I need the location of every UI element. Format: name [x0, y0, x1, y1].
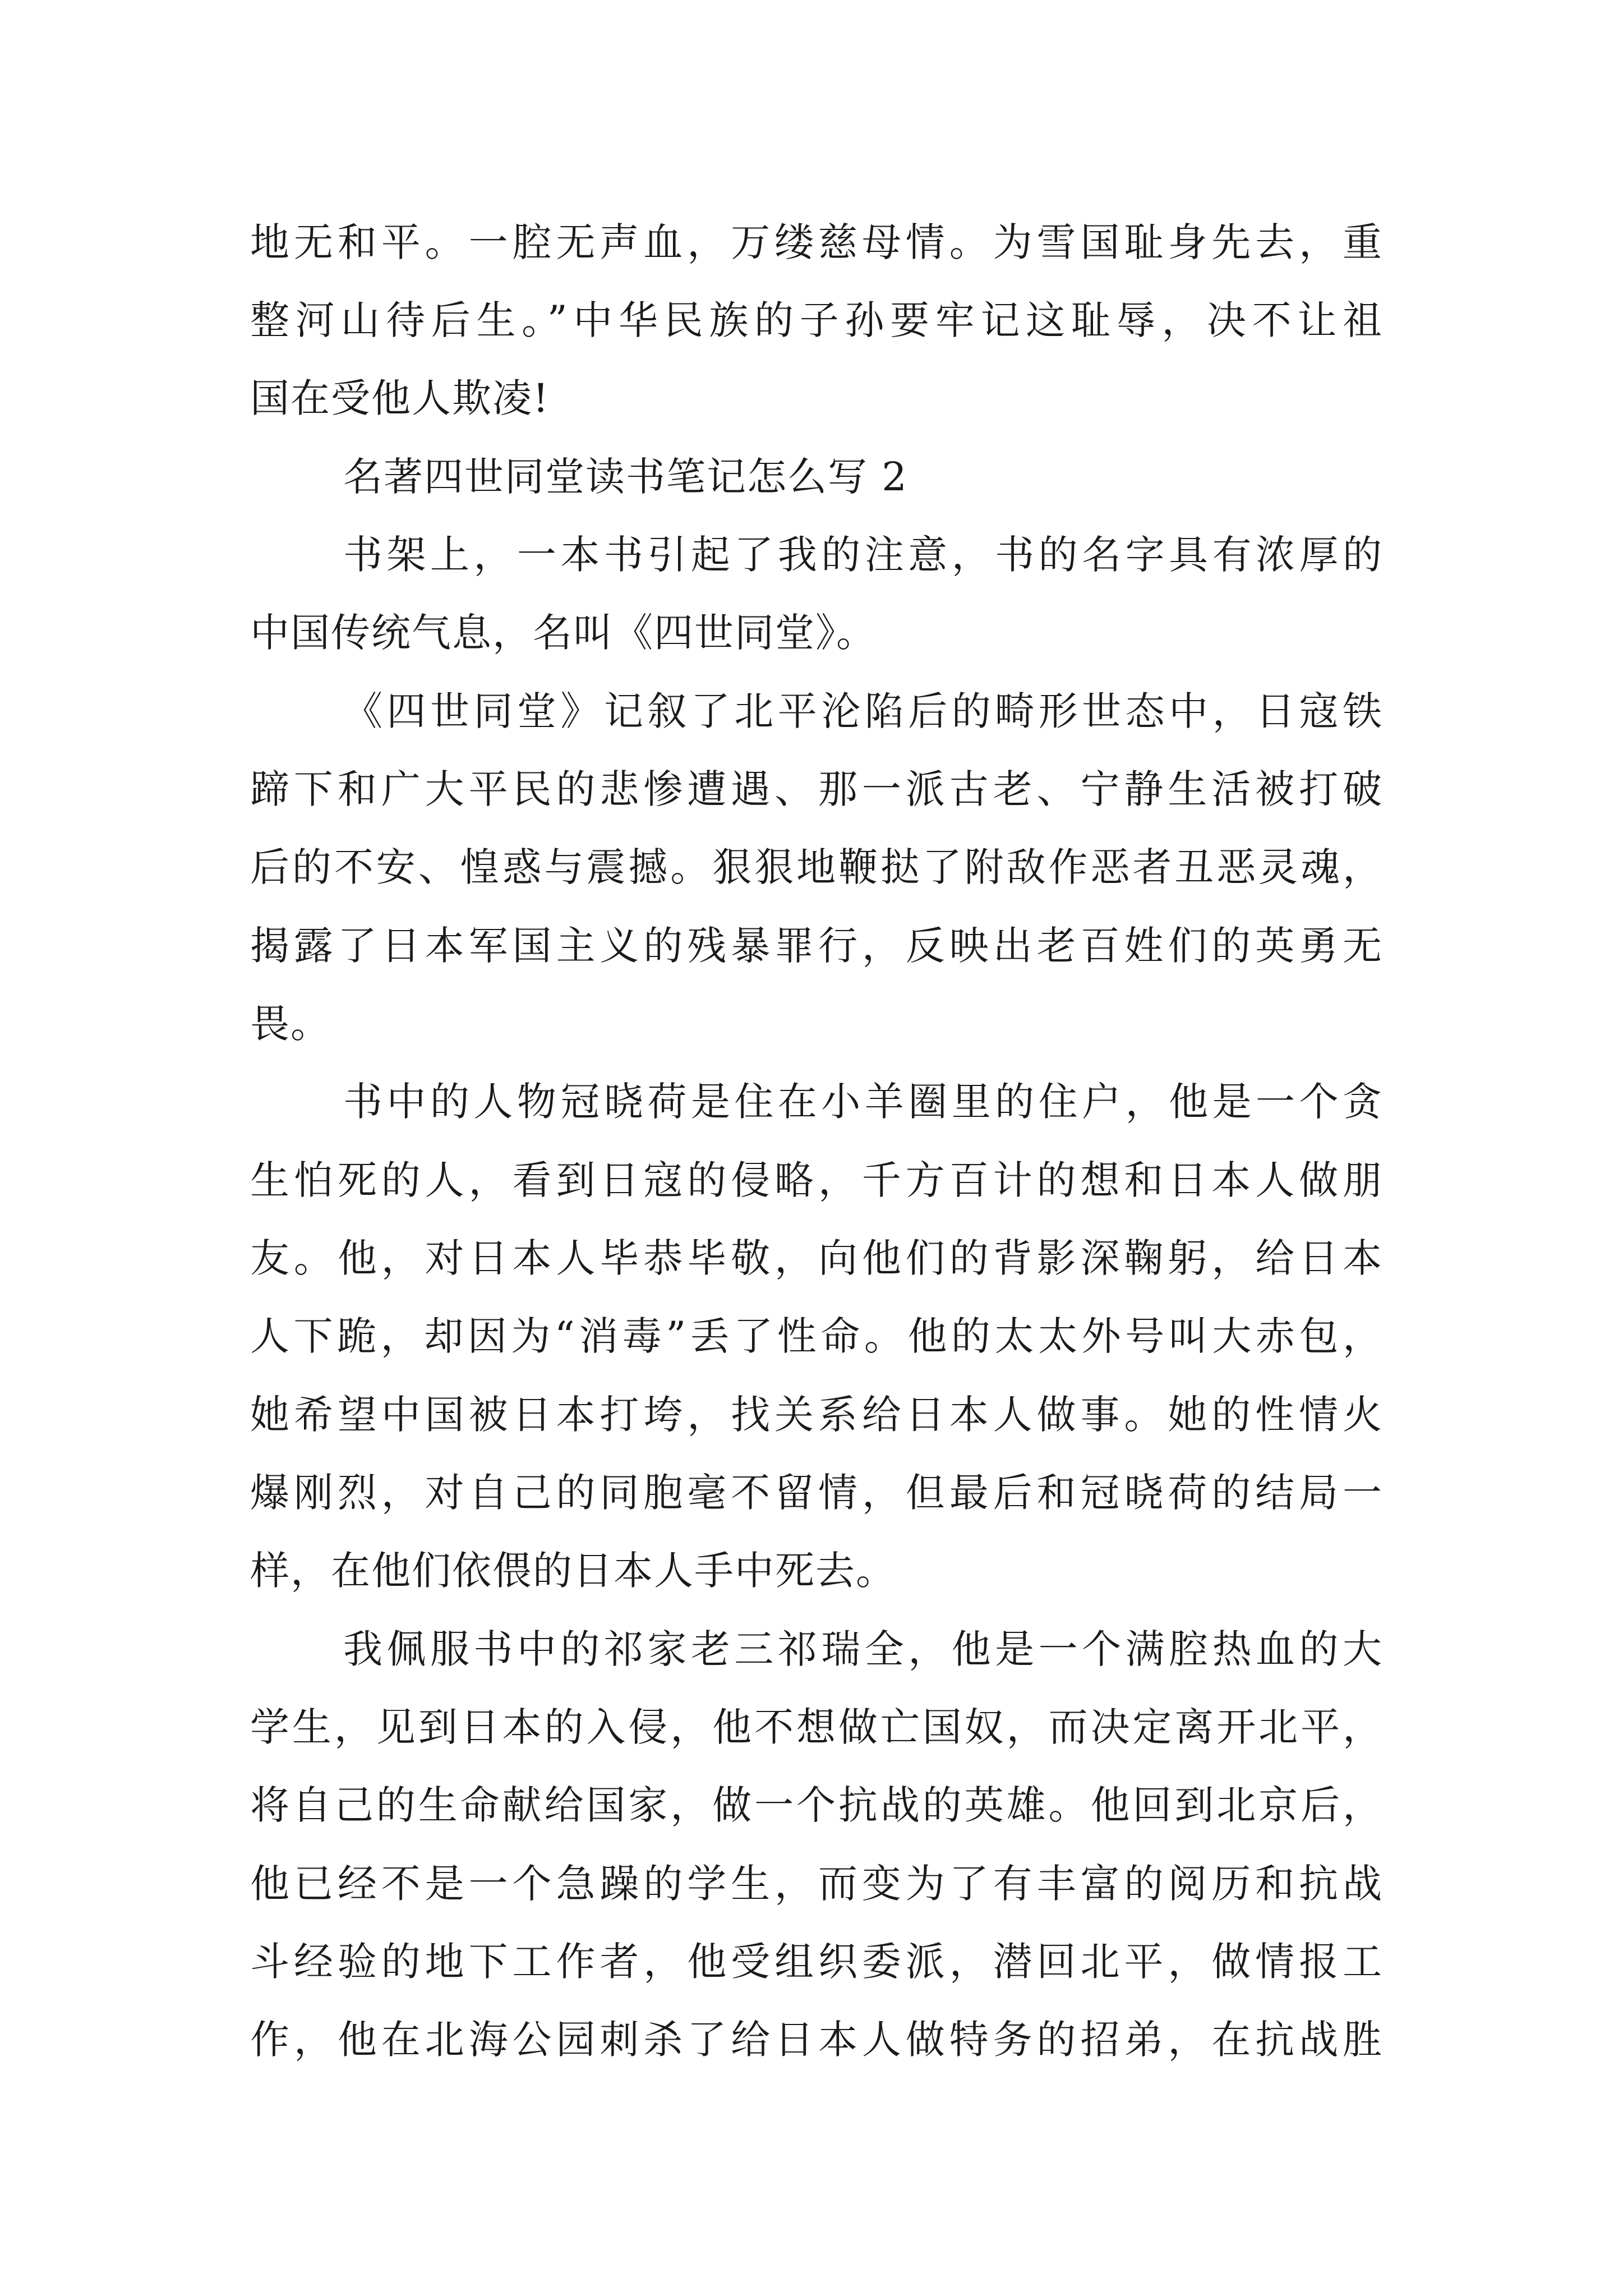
text-line: 揭露了日本军国主义的残暴罪行，反映出老百姓们的英勇无	[250, 923, 1383, 969]
text-line: 我佩服书中的祁家老三祁瑞全，他是一个满腔热血的大	[343, 1626, 1383, 1672]
text-line: 畏。	[250, 1001, 331, 1047]
text-line: 整河山待后生。”中华民族的子孙要牢记这耻辱，决不让祖	[250, 297, 1383, 343]
text-line: 生怕死的人，看到日寇的侵略，千方百计的想和日本人做朋	[250, 1157, 1383, 1203]
text-line: 地无和平。一腔无声血，万缕慈母情。为雪国耻身先去，重	[250, 219, 1383, 265]
text-line: 学生，见到日本的入侵，他不想做亡国奴，而决定离开北平，	[250, 1704, 1383, 1750]
text-line: 蹄下和广大平民的悲惨遭遇、那一派古老、宁静生活被打破	[250, 766, 1383, 812]
text-line: 爆刚烈，对自己的同胞毫不留情，但最后和冠晓荷的结局一	[250, 1470, 1383, 1516]
text-line: 人下跪，却因为“消毒”丢了性命。他的太太外号叫大赤包，	[250, 1313, 1383, 1359]
text-line: 书中的人物冠晓荷是住在小羊圈里的住户，他是一个贪	[343, 1079, 1383, 1125]
text-line: 作，他在北海公园刺杀了给日本人做特务的招弟，在抗战胜	[250, 2017, 1383, 2063]
section-heading: 名著四世同堂读书笔记怎么写 2	[343, 454, 908, 500]
text-line: 她希望中国被日本打垮，找关系给日本人做事。她的性情火	[250, 1392, 1383, 1438]
text-line: 书架上，一本书引起了我的注意，书的名字具有浓厚的	[343, 532, 1383, 578]
text-line: 后的不安、惶惑与震撼。狠狠地鞭挞了附敌作恶者丑恶灵魂，	[250, 844, 1383, 890]
text-line: 他已经不是一个急躁的学生，而变为了有丰富的阅历和抗战	[250, 1861, 1383, 1907]
text-line: 样，在他们依偎的日本人手中死去。	[250, 1548, 896, 1594]
text-line: 《四世同堂》记叙了北平沦陷后的畸形世态中，日寇铁	[343, 688, 1383, 734]
text-line: 中国传统气息，名叫《四世同堂》。	[250, 610, 877, 656]
text-line: 国在受他人欺凌!	[250, 375, 550, 421]
text-line: 将自己的生命献给国家，做一个抗战的英雄。他回到北京后，	[250, 1782, 1383, 1828]
text-line: 斗经验的地下工作者，他受组织委派，潜回北平，做情报工	[250, 1939, 1383, 1985]
text-line: 友。他，对日本人毕恭毕敬，向他们的背影深鞠躬，给日本	[250, 1235, 1383, 1281]
